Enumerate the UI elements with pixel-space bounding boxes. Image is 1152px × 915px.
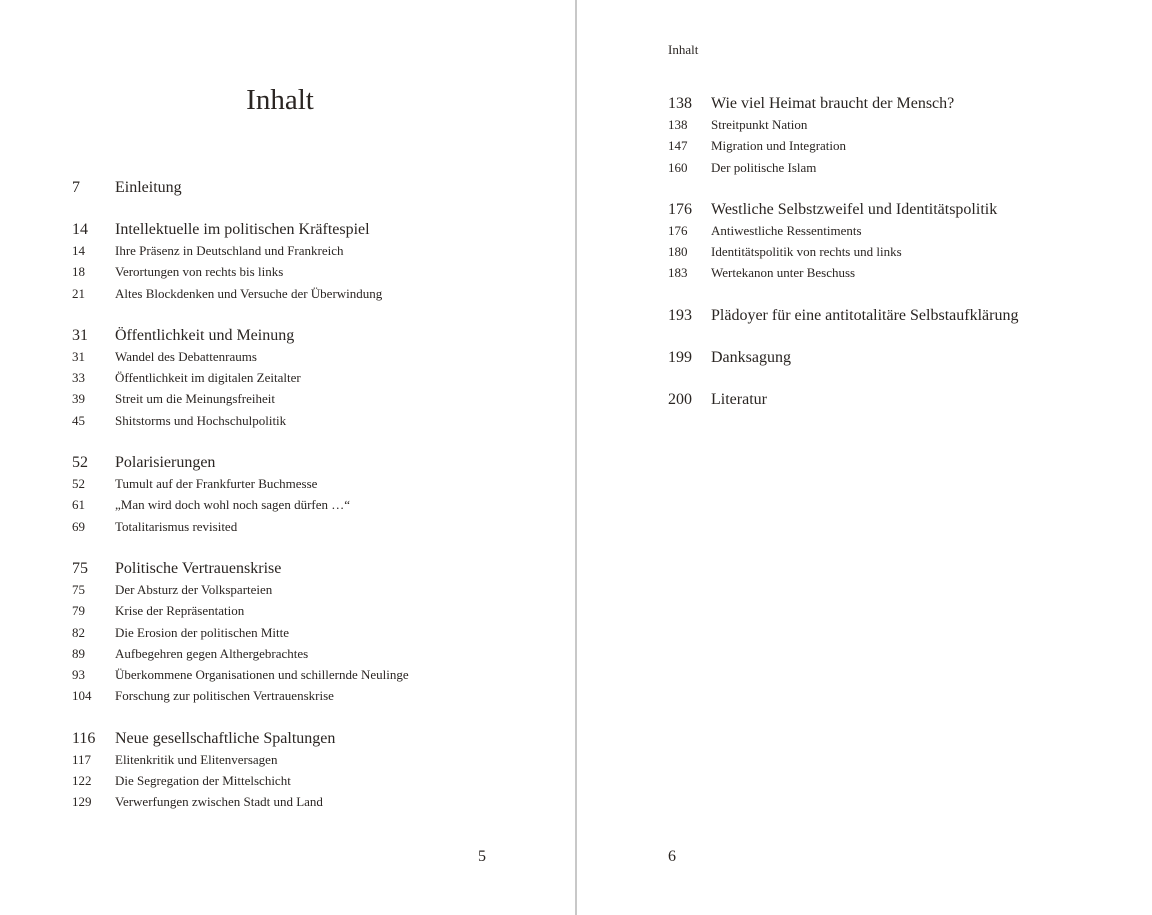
toc-chapter-page: 176 [668,200,692,218]
toc-chapter [668,95,1018,181]
toc-section-row[interactable] [72,391,409,412]
toc-chapter-title: Westliche Selbstzweifel und Identitätspolitik [711,200,998,218]
toc-left [72,179,409,836]
toc-section-row[interactable] [72,582,409,603]
toc-section-title: Antiwestliche Ressentiments [711,222,862,238]
toc-chapter-row[interactable] [668,307,1018,329]
toc-chapter-page: 31 [72,326,88,344]
toc-section-row[interactable] [72,688,409,709]
toc-chapter-row[interactable] [72,327,409,349]
toc-chapter-row[interactable] [668,201,1018,223]
toc-section-title: Wertekanon unter Beschuss [711,265,856,281]
toc-section-row[interactable] [72,243,409,264]
toc-section-title: Shitstorms und Hochschulpolitik [115,412,287,428]
toc-chapter [72,454,409,540]
toc-section-page: 79 [72,603,85,619]
toc-section-page: 176 [668,222,688,238]
toc-section-row[interactable] [72,519,409,540]
toc-chapter-page: 199 [668,348,692,366]
toc-chapter-title: Plädoyer für eine antitotalitäre Selbstaufklärung [711,306,1019,324]
toc-section-row[interactable] [668,160,1018,181]
toc-section-row[interactable] [72,625,409,646]
toc-section-title: Öffentlichkeit im digitalen Zeitalter [115,370,301,386]
page-title: Inhalt [246,84,314,116]
toc-section-page: 180 [668,244,688,260]
toc-section-title: Altes Blockdenken und Versuche der Überwindung [115,285,383,301]
toc-chapter [72,560,409,710]
toc-chapter [72,327,409,434]
right-page [578,0,1152,915]
toc-right [668,95,1018,433]
toc-section-title: Tumult auf der Frankfurter Buchmesse [115,476,318,492]
toc-section-row[interactable] [72,752,409,773]
toc-section-title: Verwerfungen zwischen Stadt und Land [115,794,323,810]
toc-chapter-row[interactable] [72,730,409,752]
toc-section-page: 61 [72,497,85,513]
toc-section-row[interactable] [72,773,409,794]
toc-section-row[interactable] [668,244,1018,265]
toc-chapter-title: Intellektuelle im politischen Kräftespiel [115,221,370,238]
toc-section-row[interactable] [72,349,409,370]
toc-section-page: 129 [72,794,92,810]
toc-chapter-row[interactable] [72,560,409,582]
toc-chapter-title: Literatur [711,390,767,408]
toc-chapter-title: Politische Vertrauenskrise [115,559,282,577]
toc-section-page: 82 [72,624,85,640]
toc-section-row[interactable] [72,497,409,518]
toc-section-page: 122 [72,773,92,789]
toc-chapter [668,201,1018,287]
toc-section-page: 75 [72,581,85,597]
toc-section-title: Migration und Integration [711,138,847,154]
toc-section-row[interactable] [72,286,409,307]
toc-chapter [668,307,1018,329]
toc-chapter-page: 52 [72,454,88,472]
toc-section-title: „Man wird doch wohl noch sagen dürfen …“ [115,497,351,513]
toc-section-page: 31 [72,348,85,364]
toc-section-row[interactable] [72,264,409,285]
toc-chapter-page: 7 [72,179,80,196]
toc-section-title: Streit um die Meinungsfreiheit [115,391,275,407]
toc-section-title: Überkommene Organisationen und schillernde Neulinge [115,667,409,683]
toc-section-title: Die Segregation der Mittelschicht [115,773,291,789]
toc-chapter-row[interactable] [72,454,409,476]
toc-section-title: Die Erosion der politischen Mitte [115,624,290,640]
page-gutter-divider [575,0,577,915]
toc-chapter [668,349,1018,371]
toc-section-row[interactable] [72,646,409,667]
toc-section-page: 117 [72,751,92,767]
toc-section-page: 69 [72,518,85,534]
toc-chapter-title: Wie viel Heimat braucht der Mensch? [711,95,955,112]
toc-section-page: 93 [72,667,85,683]
toc-chapter-title: Polarisierungen [115,454,216,472]
toc-chapter-page: 193 [668,306,692,324]
toc-section-title: Forschung zur politischen Vertrauenskrise [115,688,334,704]
toc-chapter [72,179,409,201]
toc-chapter [72,730,409,816]
page-number: 6 [668,848,676,865]
toc-section-page: 18 [72,264,85,280]
toc-section-page: 104 [72,688,92,704]
toc-section-title: Der Absturz der Volksparteien [115,581,273,597]
toc-section-title: Identitätspolitik von rechts und links [711,244,902,260]
toc-section-row[interactable] [668,117,1018,138]
toc-chapter-row[interactable] [668,391,1018,413]
toc-section-page: 183 [668,265,688,281]
toc-section-row[interactable] [72,667,409,688]
toc-section-page: 147 [668,138,688,154]
toc-section-page: 45 [72,412,85,428]
toc-chapter-title: Öffentlichkeit und Meinung [115,326,295,344]
toc-chapter [668,391,1018,413]
toc-section-title: Aufbegehren gegen Althergebrachtes [115,645,309,661]
toc-chapter-page: 200 [668,390,692,408]
toc-section-title: Ihre Präsenz in Deutschland und Frankreich [115,243,344,258]
toc-section-page: 138 [668,117,688,132]
toc-section-page: 39 [72,391,85,407]
toc-chapter-page: 75 [72,559,88,577]
toc-section-page: 160 [668,159,688,175]
toc-section-title: Verortungen von rechts bis links [115,264,284,280]
toc-section-title: Krise der Repräsentation [115,603,245,619]
toc-section-row[interactable] [72,603,409,624]
toc-section-page: 14 [72,243,85,258]
toc-section-row[interactable] [72,794,409,815]
toc-chapter-title: Einleitung [115,179,182,196]
toc-section-page: 89 [72,645,85,661]
toc-chapter-row[interactable] [668,349,1018,371]
toc-chapter-page: 14 [72,221,88,238]
toc-section-title: Elitenkritik und Elitenversagen [115,751,278,767]
toc-section-title: Totalitarismus revisited [115,518,238,534]
toc-section-page: 21 [72,285,85,301]
toc-chapter-title: Neue gesellschaftliche Spaltungen [115,729,336,747]
toc-section-row[interactable] [668,223,1018,244]
toc-section-title: Der politische Islam [711,159,817,175]
toc-section-page: 33 [72,370,85,386]
toc-section-title: Streitpunkt Nation [711,117,808,132]
toc-chapter-row[interactable] [72,221,409,243]
running-head: Inhalt [668,42,699,57]
toc-section-row[interactable] [72,413,409,434]
toc-chapter-row[interactable] [668,95,1018,117]
toc-section-page: 52 [72,476,85,492]
toc-section-row[interactable] [72,476,409,497]
toc-chapter-title: Danksagung [711,348,791,366]
toc-section-row[interactable] [72,370,409,391]
toc-section-row[interactable] [668,265,1018,286]
toc-chapter-row[interactable] [72,179,409,201]
toc-section-title: Wandel des Debattenraums [115,348,257,364]
toc-chapter-page: 116 [72,729,96,747]
left-page [0,0,575,915]
toc-section-row[interactable] [668,138,1018,159]
toc-chapter [72,221,409,307]
page-number: 5 [478,848,486,865]
toc-chapter-page: 138 [668,95,692,112]
